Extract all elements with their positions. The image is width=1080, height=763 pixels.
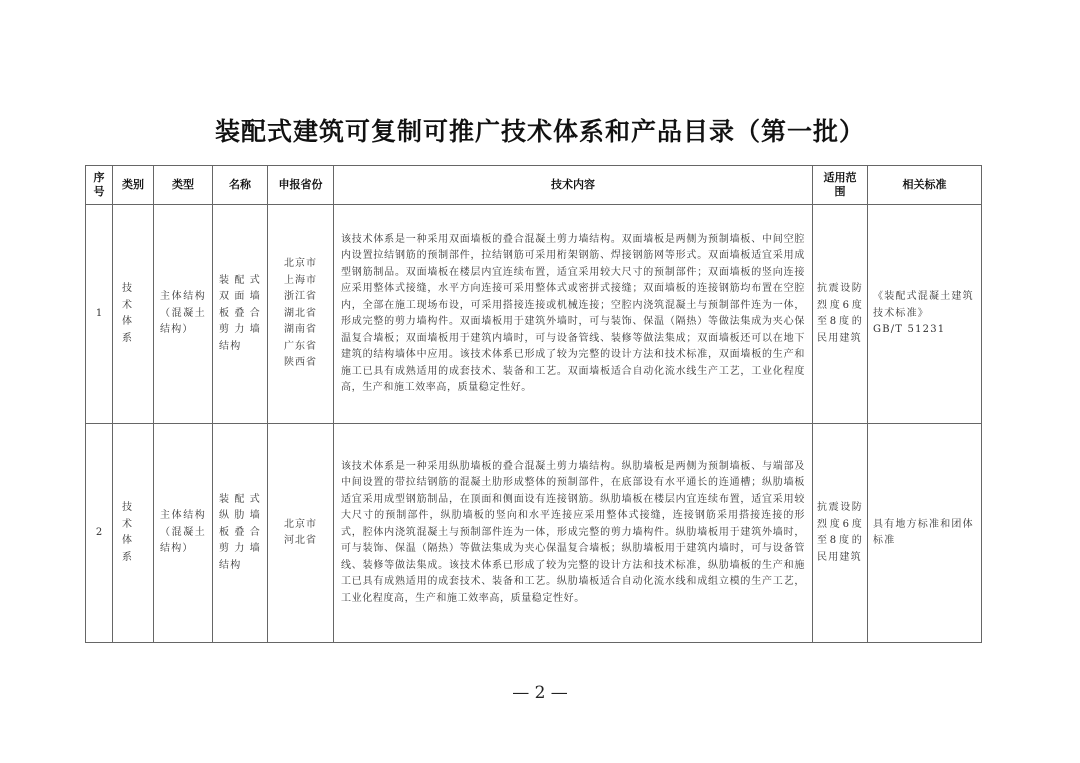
header-content: 技术内容 (334, 166, 813, 205)
cell-provinces (268, 205, 334, 424)
province: 北京市 (284, 518, 317, 530)
cell-type: 主体结构（混凝土结构） (154, 424, 213, 643)
cell-content: 该技术体系是一种采用纵肋墙板的叠合混凝土剪力墙结构。纵肋墙板是两侧为预制墙板、与端部及中间设置的带拉结钢筋的混凝土肋形成整体的预制部件，在底部设有水平通长的连通槽；纵肋墙板适宜采用成型钢筋制品，在顶面和侧面设有连接钢筋。纵肋墙板在楼层内宜连续布置，适宜采用较大尺寸的预制部件，纵肋墙板的竖向和水平连接应采用整体式接缝，连接钢筋采用搭接连接的形式，腔体内浇筑混凝土与预制部件连为一体，形成完整的剪力墙构件。纵肋墙板用于建筑外墙时，可与装饰、保温（隔热）等做法集成为夹心保温复合墙板；纵肋墙板用于建筑内墙时，可与设备管线、装修等做法集成。该技术体系已形成了较为完整的设计方法和技术标准，纵肋墙板的生产和施工已具有成熟适用的成套技术、装备和工艺。纵肋墙板适合自动化流水线和成组立模的生产工艺，工业化程度高，生产和施工效率高，质量稳定性好。 (334, 424, 813, 643)
province: 陕西省 (284, 357, 317, 369)
cell-content: 该技术体系是一种采用双面墙板的叠合混凝土剪力墙结构。双面墙板是两侧为预制墙板、中间空腔内设置拉结钢筋的预制部件，拉结钢筋可采用桁架钢筋、焊接钢筋网等形式。双面墙板适宜采用成型钢筋制品。双面墙板在楼层内宜连续布置，适宜采用较大尺寸的预制部件；双面墙板的竖向连接应采用整体式接缝，水平方向连接可采用整体式或密拼式接缝；双面墙板的连接钢筋均布置在空腔内，全部在施工现场布设，可采用搭接连接或机械连接；空腔内浇筑混凝土与预制部件连为一体，形成完整的剪力墙构件。双面墙板用于建筑外墙时，可与装饰、保温（隔热）等做法集成为夹心保温复合墙板；双面墙板用于建筑内墙时，可与设备管线、装修等做法集成；双面墙板还可以在地下建筑的结构墙体中应用。该技术体系已形成了较为完整的设计方法和技术标准，双面墙板的生产和施工已具有成熟适用的成套技术、装备和工艺。双面墙板适合自动化流水线生产工艺，工业化程度高，生产和施工效率高，质量稳定性好。 (334, 205, 813, 424)
province: 湖北省 (284, 307, 317, 319)
cell-provinces (268, 424, 334, 643)
province: 广东省 (284, 340, 317, 352)
province: 湖南省 (284, 324, 317, 336)
page-number: — 2 — (512, 683, 568, 703)
header-index: 序号 (86, 166, 113, 205)
document-title: 装配式建筑可复制可推广技术体系和产品目录（第一批） (214, 117, 865, 146)
table-row (86, 205, 982, 424)
province: 浙江省 (284, 291, 317, 303)
header-provinces: 申报省份 (268, 166, 334, 205)
cell-name: 装配式纵肋墙板叠合剪力墙结构 (213, 424, 268, 643)
catalog-table (85, 165, 982, 643)
cell-scope: 抗震设防烈度6度至8度的民用建筑 (813, 424, 868, 643)
cell-category: 技术体系 (113, 205, 154, 424)
cell-index: 2 (86, 424, 113, 643)
cell-type: 主体结构（混凝土结构） (154, 205, 213, 424)
province: 上海市 (284, 274, 317, 286)
cell-scope: 抗震设防烈度6度至8度的民用建筑 (813, 205, 868, 424)
standard-item: GB/T 51231 (873, 324, 946, 336)
cell-standards (868, 205, 982, 424)
cell-name: 装配式双面墙板叠合剪力墙结构 (213, 205, 268, 424)
cell-standards (868, 424, 982, 643)
table-header-row (86, 166, 982, 205)
standard-item: 具有地方标准和团体标准 (873, 518, 974, 546)
cell-index: 1 (86, 205, 113, 424)
standard-item: 《装配式混凝土建筑技术标准》 (873, 291, 974, 319)
province: 北京市 (284, 258, 317, 270)
province: 河北省 (284, 535, 317, 546)
header-standards: 相关标准 (868, 166, 982, 205)
header-type: 类型 (154, 166, 213, 205)
header-name: 名称 (213, 166, 268, 205)
cell-category: 技术体系 (113, 424, 154, 643)
header-scope: 适用范围 (813, 166, 868, 205)
table-row (86, 424, 982, 643)
header-category: 类别 (113, 166, 154, 205)
